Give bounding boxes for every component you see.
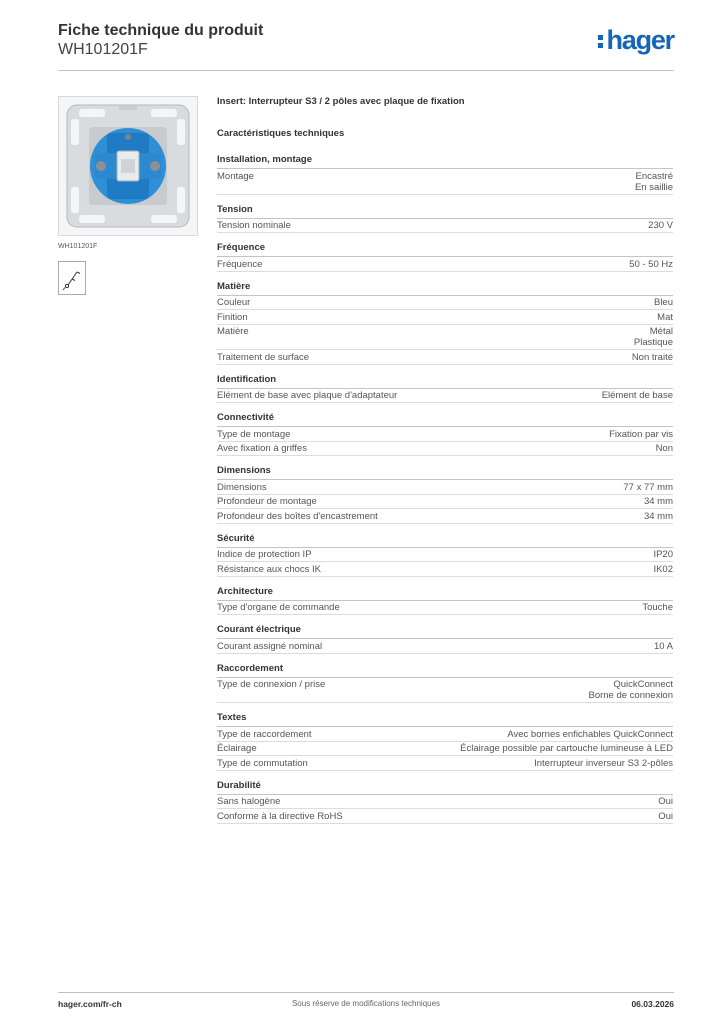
section-title: Sécurité — [217, 533, 673, 548]
spec-row — [217, 509, 673, 524]
spec-section — [217, 663, 673, 704]
section-title: Architecture — [217, 586, 673, 601]
section-title: Connectivité — [217, 412, 673, 427]
spec-key: Avec fixation à griffes — [217, 443, 307, 454]
spec-value — [658, 796, 673, 807]
spec-value-line: Avec bornes enfichables QuickConnect — [507, 728, 673, 740]
spec-key: Courant assigné nominal — [217, 640, 323, 652]
section-title: Tension — [217, 204, 673, 219]
section-title: Courant électrique — [217, 624, 673, 639]
spec-row — [217, 678, 673, 704]
section-title: Dimensions — [217, 465, 673, 480]
page-footer — [58, 992, 674, 1017]
spec-value-line: Non — [655, 443, 673, 454]
spec-value — [629, 259, 673, 270]
spec-section — [217, 412, 673, 456]
spec-value-line: Elément de base — [601, 390, 673, 401]
spec-section — [217, 712, 673, 771]
spec-key: Couleur — [217, 297, 251, 308]
spec-row — [217, 325, 673, 351]
spec-key: Profondeur de montage — [217, 496, 317, 507]
spec-value — [634, 326, 673, 348]
spec-section — [217, 281, 673, 365]
logo-dots-icon — [598, 29, 604, 49]
spec-row — [217, 310, 673, 325]
section-title: Durabilité — [217, 780, 673, 795]
spec-row — [217, 548, 673, 563]
spec-row — [217, 756, 673, 771]
spec-value-line: 50 - 50 Hz — [629, 258, 673, 270]
spec-key: Elément de base avec plaque d'adaptateur — [217, 390, 398, 401]
spec-key: Type d'organe de commande — [217, 602, 340, 613]
spec-value — [644, 511, 673, 522]
spec-key: Type de commutation — [217, 757, 308, 769]
section-title: Raccordement — [217, 663, 673, 678]
footer-date: 06.03.2026 — [631, 999, 674, 1009]
spec-key: Type de raccordement — [217, 728, 312, 740]
spec-section — [217, 374, 673, 404]
spec-key: Traitement de surface — [217, 351, 310, 363]
spec-value-line: 34 mm — [643, 496, 673, 507]
spec-section — [217, 154, 673, 195]
spec-value-line: 77 x 77 mm — [623, 481, 673, 493]
spec-section — [217, 780, 673, 824]
spec-value — [623, 482, 673, 493]
spec-value — [658, 811, 673, 822]
spec-value-line: IK02 — [653, 563, 673, 575]
spec-row — [217, 480, 673, 495]
section-title: Identification — [217, 374, 673, 389]
spec-section — [217, 586, 673, 616]
spec-key: Fréquence — [217, 258, 263, 270]
spec-key: Type de montage — [217, 428, 291, 440]
spec-value-line: Métal — [649, 326, 673, 337]
spec-value-line: QuickConnect — [613, 679, 673, 690]
spec-value — [653, 564, 673, 575]
spec-value-line: Non traité — [631, 351, 673, 363]
spec-value — [609, 429, 673, 440]
spec-value — [648, 220, 673, 231]
spec-key: Résistance aux chocs IK — [217, 563, 322, 575]
spec-value — [632, 352, 673, 363]
spec-value-line: Mat — [657, 311, 673, 323]
tech-title: Caractéristiques techniques — [217, 128, 345, 139]
spec-sections — [217, 154, 673, 824]
specifications — [217, 96, 673, 833]
spec-value-line: Borne de connexion — [588, 690, 673, 701]
switch-2-pole-icon — [58, 261, 86, 295]
footer-disclaimer: Sous réserve de modifications techniques — [291, 999, 441, 1008]
spec-value-line: Interrupteur inverseur S3 2-pôles — [534, 757, 673, 769]
footer-website: hager.com/fr-ch — [58, 999, 122, 1009]
spec-key: Éclairage — [217, 743, 257, 754]
spec-value — [644, 496, 673, 507]
spec-value-line: Encastré — [635, 170, 673, 182]
spec-value-line: Touche — [642, 602, 673, 613]
section-title: Installation, montage — [217, 154, 673, 169]
spec-key: Finition — [217, 311, 248, 323]
spec-value — [642, 602, 673, 613]
spec-row — [217, 219, 673, 234]
spec-row — [217, 442, 673, 457]
spec-row — [217, 495, 673, 510]
section-title: Textes — [217, 712, 673, 727]
spec-row — [217, 639, 673, 654]
insert-title: Insert: Interrupteur S3 / 2 pôles avec plaque de fixation — [217, 96, 465, 107]
hager-logo — [598, 26, 674, 54]
spec-value — [588, 679, 673, 701]
spec-value-line: 34 mm — [643, 510, 673, 522]
spec-row — [217, 169, 673, 195]
spec-value — [602, 390, 673, 401]
spec-row — [217, 795, 673, 810]
spec-key: Type de connexion / prise — [217, 679, 326, 690]
spec-section — [217, 533, 673, 577]
spec-key: Dimensions — [217, 481, 267, 493]
switch-insert-illustration — [59, 97, 197, 235]
spec-row — [217, 257, 673, 272]
spec-value-line: En saillie — [634, 181, 673, 193]
spec-value-line: 230 V — [648, 220, 673, 231]
spec-value-line: Oui — [658, 810, 673, 822]
spec-row — [217, 809, 673, 824]
spec-row — [217, 427, 673, 442]
spec-section — [217, 624, 673, 654]
spec-key: Profondeur des boîtes d'encastrement — [217, 510, 378, 522]
image-caption: WH101201F — [58, 243, 98, 250]
spec-value — [534, 758, 673, 769]
document-title: Fiche technique du produit — [58, 22, 264, 39]
spec-value — [656, 443, 673, 454]
spec-value-line: 10 A — [653, 640, 673, 652]
spec-value-line: Bleu — [653, 297, 673, 308]
spec-key: Conforme à la directive RoHS — [217, 810, 343, 822]
spec-row — [217, 562, 673, 577]
spec-value — [460, 743, 673, 754]
spec-value-line: IP20 — [653, 549, 673, 560]
spec-key: Sans halogène — [217, 796, 281, 807]
section-title: Fréquence — [217, 242, 673, 257]
spec-value-line: Plastique — [633, 337, 673, 348]
section-title: Matière — [217, 281, 673, 296]
spec-key: Matière — [217, 326, 249, 337]
spec-row — [217, 727, 673, 742]
product-reference: WH101201F — [58, 41, 148, 58]
spec-value-line: Éclairage possible par cartouche lumineuse à LED — [460, 743, 673, 754]
page-header — [58, 20, 674, 71]
spec-value — [654, 641, 673, 652]
spec-section — [217, 204, 673, 234]
spec-key: Montage — [217, 170, 254, 182]
spec-value — [507, 729, 673, 740]
spec-row — [217, 296, 673, 311]
logo-text: hager — [606, 25, 674, 55]
spec-section — [217, 465, 673, 524]
spec-value — [657, 312, 673, 323]
spec-key: Tension nominale — [217, 220, 291, 231]
spec-key: Indice de protection IP — [217, 549, 312, 560]
spec-value — [635, 171, 673, 193]
spec-value — [654, 297, 673, 308]
spec-row — [217, 742, 673, 757]
spec-section — [217, 242, 673, 272]
spec-row — [217, 601, 673, 616]
spec-value-line: Oui — [658, 796, 673, 807]
spec-value — [653, 549, 673, 560]
spec-row — [217, 389, 673, 404]
product-image — [58, 96, 198, 236]
spec-row — [217, 350, 673, 365]
spec-value-line: Fixation par vis — [609, 428, 673, 440]
